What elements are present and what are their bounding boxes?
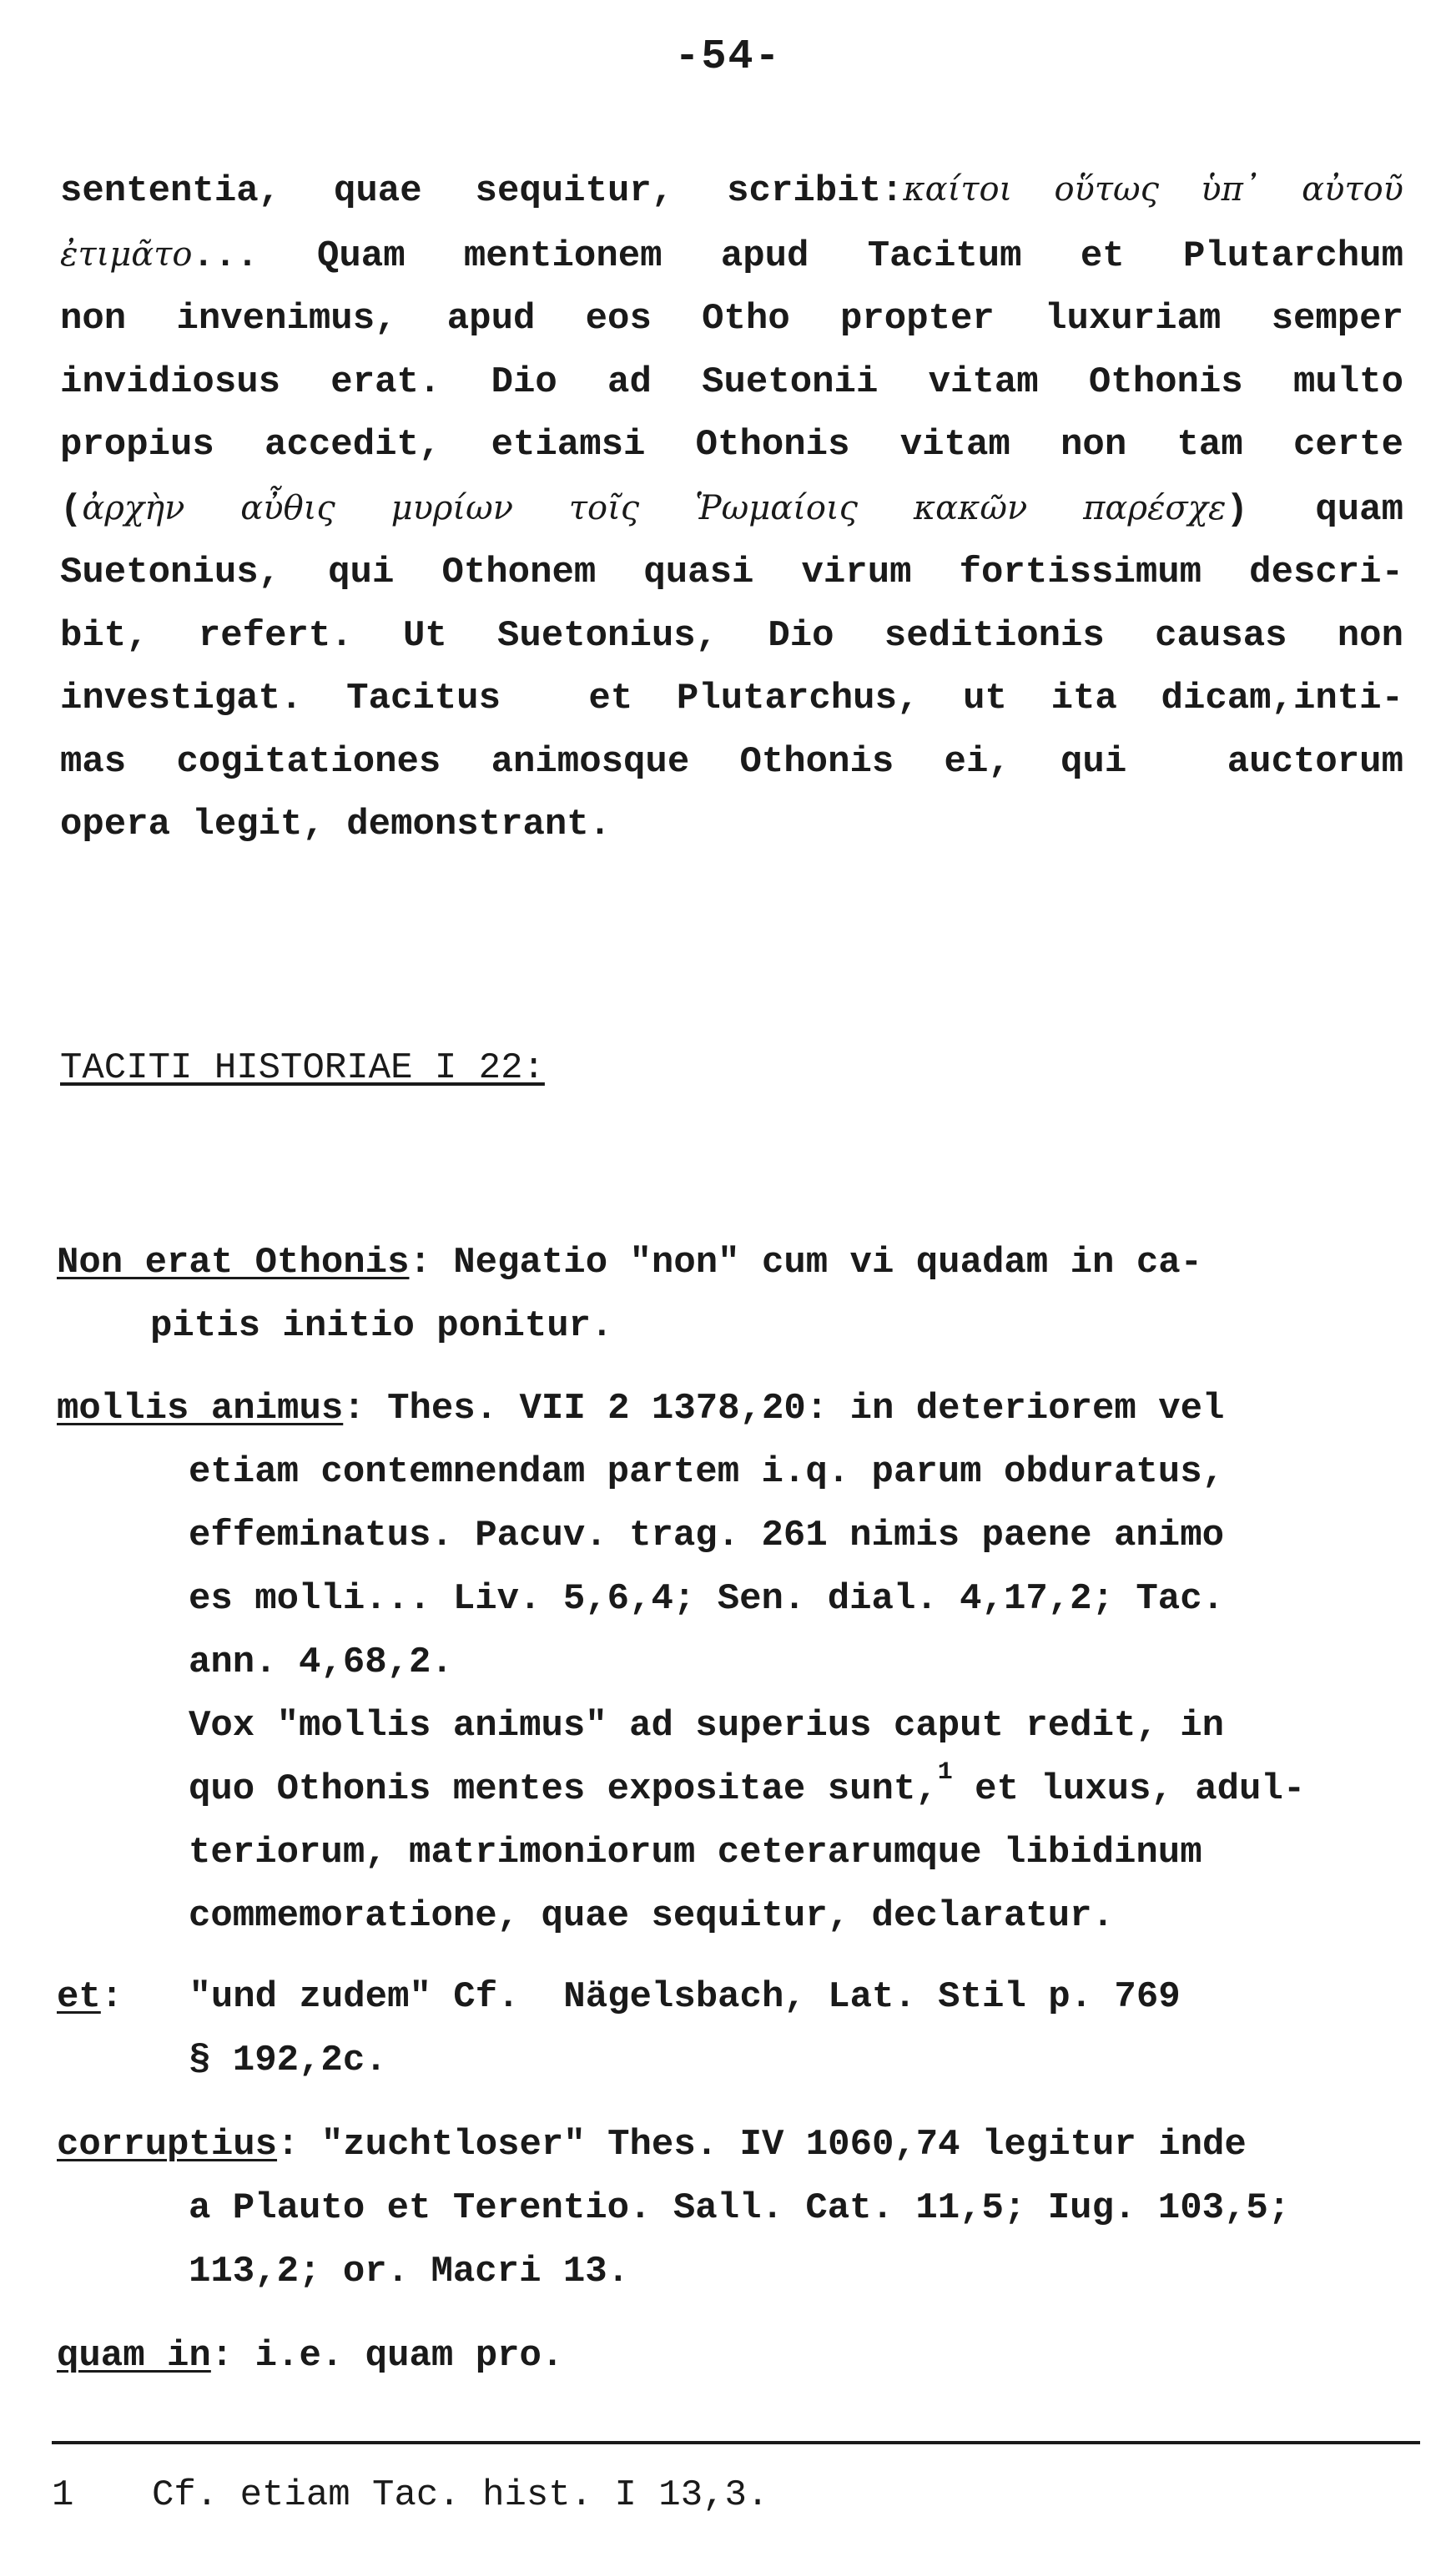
- text-line: ἐτιμᾶτο... Quam mentionem apud Tacitum et Plutarchum: [60, 235, 1403, 277]
- footnote-rule: [52, 2441, 1420, 2444]
- text-line: bit, refert. Ut Suetonius, Dio seditionis causas non: [60, 614, 1403, 657]
- text-line: invidiosus erat. Dio ad Suetonii vitam Othonis multo: [60, 361, 1403, 403]
- entry-lemma: et: [57, 1976, 101, 2018]
- entry-first-line: Non erat Othonis: Negatio "non" cum vi quadam in ca-: [57, 1242, 1203, 1284]
- entry-line: etiam contemnendam partem i.q. parum obduratus,: [189, 1451, 1225, 1493]
- text-line: Suetonius, qui Othonem quasi virum fortissimum descri-: [60, 552, 1403, 593]
- entry-lemma: quam in: [57, 2335, 211, 2377]
- text-line: investigat. Tacitus et Plutarchus, ut ita dicam,inti-: [60, 678, 1403, 719]
- entry-line: pitis initio ponitur.: [150, 1305, 613, 1347]
- text-line: opera legit, demonstrant.: [60, 804, 612, 845]
- entry-first-line: corruptius: "zuchtloser" Thes. IV 1060,74 legitur inde: [57, 2124, 1247, 2166]
- footnote: [52, 2474, 768, 2516]
- entry-line: Vox "mollis animus" ad superius caput redit, in: [189, 1705, 1225, 1747]
- entry-line: es molli... Liv. 5,6,4; Sen. dial. 4,17,2; Tac.: [189, 1578, 1225, 1620]
- footnote-marker: 1: [937, 1758, 953, 1787]
- footnote-number: 1: [52, 2474, 74, 2516]
- entry-lemma: Non erat Othonis: [57, 1242, 410, 1284]
- commentary-entry: [57, 1377, 1417, 1948]
- entry-first-line: et: "und zudem" Cf. Nägelsbach, Lat. Stil p. 769: [57, 1976, 1181, 2018]
- entry-first-line: quam in: i.e. quam pro.: [57, 2335, 564, 2377]
- entry-line: quo Othonis mentes expositae sunt,$^1$ et luxus, adul-: [189, 1758, 1306, 1810]
- commentary-entry: [57, 1231, 1417, 1358]
- text-line: sententia, quae sequitur, scribit:καίτοι οὕτως ὑπ᾽ αὐτοῦ: [60, 170, 1403, 212]
- text-line: (ἀρχὴν αὖθις μυρίων τοῖς Ῥωμαίοις κακῶν παρέσχε) quam: [60, 488, 1403, 531]
- entry-line: 113,2; or. Macri 13.: [189, 2251, 630, 2292]
- page-number: -54-: [674, 33, 782, 81]
- entry-line: § 192,2c.: [189, 2040, 387, 2081]
- entry-lemma: corruptius: [57, 2124, 278, 2166]
- entry-line: teriorum, matrimoniorum ceterarumque libidinum: [189, 1832, 1202, 1874]
- entry-first-line: mollis animus: Thes. VII 2 1378,20: in deteriorem vel: [57, 1388, 1225, 1430]
- commentary-entry: [57, 1965, 1417, 2092]
- entry-line: commemoratione, quae sequitur, declaratur.: [189, 1895, 1114, 1937]
- footnote-text: Cf. etiam Tac. hist. I 13,3.: [152, 2474, 769, 2516]
- text-line: non invenimus, apud eos Otho propter luxuriam semper: [60, 298, 1403, 340]
- text-line: mas cogitationes animosque Othonis ei, qui auctorum: [60, 740, 1403, 783]
- entry-line: ann. 4,68,2.: [189, 1642, 453, 1683]
- entry-lemma: mollis animus: [57, 1388, 344, 1430]
- commentary-entry: [57, 2324, 1417, 2388]
- entry-line: a Plauto et Terentio. Sall. Cat. 11,5; Iug. 103,5;: [189, 2187, 1291, 2229]
- entry-line: effeminatus. Pacuv. trag. 261 nimis paene animo: [189, 1515, 1225, 1556]
- section-heading: TACITI HISTORIAE I 22:: [60, 1047, 545, 1089]
- text-line: propius accedit, etiamsi Othonis vitam non tam certe: [60, 424, 1403, 466]
- commentary-entry: [57, 2113, 1417, 2303]
- intro-paragraph: [60, 159, 1403, 857]
